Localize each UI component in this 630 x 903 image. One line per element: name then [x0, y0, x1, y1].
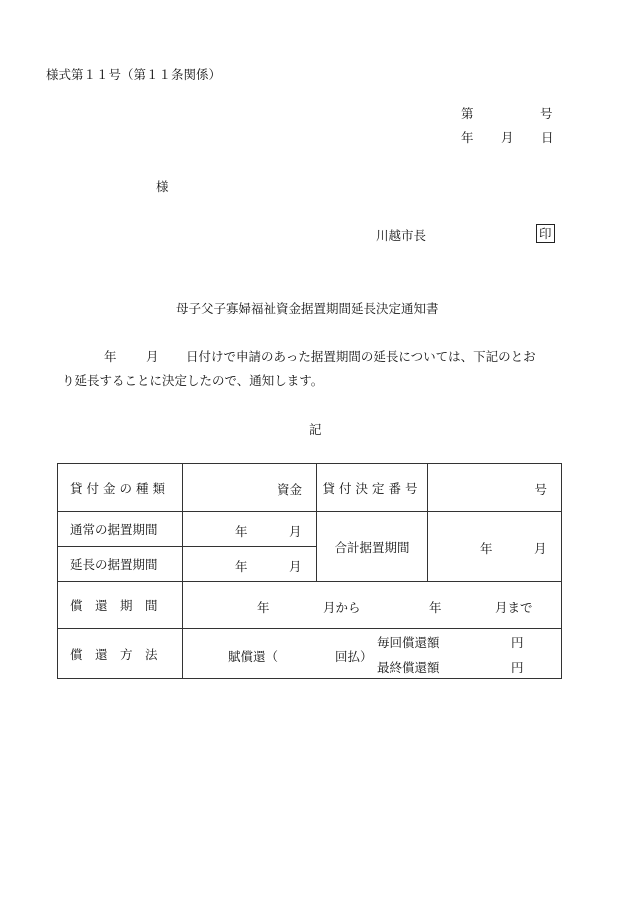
table-row	[58, 464, 562, 512]
loan-detail-table	[57, 463, 562, 679]
table-row	[58, 629, 562, 679]
seal-mark: 印	[536, 224, 555, 243]
normal-period-label: 通常の据置期間	[58, 512, 183, 547]
per-payment-yen: 円	[511, 635, 524, 650]
doc-number-prefix: 第	[461, 106, 474, 121]
per-payment-label: 毎回償還額	[377, 635, 440, 650]
repay-from-month: 月から	[323, 600, 361, 615]
table-row	[58, 582, 562, 629]
loan-type-label: 貸付金の種類	[58, 464, 183, 512]
total-period-year: 年	[480, 541, 493, 556]
extended-period-label: 延長の据置期間	[58, 547, 183, 582]
total-period-value	[428, 512, 562, 582]
doc-number-suffix: 号	[540, 106, 553, 121]
total-period-label: 合計据置期間	[317, 512, 428, 582]
extended-period-value	[183, 547, 317, 582]
repay-until-year: 年	[429, 600, 442, 615]
body-line2: り延長することに決定したので、通知します。	[62, 373, 324, 388]
repayment-period-label: 償 還 期 間	[58, 582, 183, 629]
form-number: 様式第１１号（第１１条関係）	[46, 67, 222, 82]
installment-open: 賦償還（	[228, 649, 279, 664]
body-month: 月	[146, 349, 159, 364]
decision-number-label: 貸付決定番号	[317, 464, 428, 512]
document-title: 母子父子寡婦福祉資金据置期間延長決定通知書	[176, 301, 439, 316]
normal-period-year: 年	[235, 524, 248, 539]
loan-type-value	[183, 464, 317, 512]
installment-close: 回払）	[335, 649, 373, 664]
body-line1: 日付けで申請のあった据置期間の延長については、下記のとお	[186, 349, 536, 364]
total-period-month: 月	[534, 541, 547, 556]
body-paragraph	[62, 345, 562, 393]
ki-heading: 記	[309, 422, 322, 437]
addressee-suffix: 様	[156, 179, 169, 194]
extended-period-month: 月	[289, 559, 302, 574]
normal-period-value	[183, 512, 317, 547]
loan-type-suffix: 資金	[276, 482, 302, 497]
date-day: 日	[541, 130, 554, 145]
body-year: 年	[104, 349, 117, 364]
decision-number-value	[428, 464, 562, 512]
repayment-method-value	[183, 629, 562, 679]
extended-period-year: 年	[235, 559, 248, 574]
normal-period-month: 月	[289, 524, 302, 539]
issuer-name: 川越市長	[376, 228, 427, 243]
final-payment-label: 最終償還額	[377, 660, 440, 675]
decision-number-suffix: 号	[534, 482, 547, 497]
repay-from-year: 年	[257, 600, 270, 615]
final-payment-yen: 円	[511, 660, 524, 675]
date-month: 月	[501, 130, 514, 145]
table-row	[58, 512, 562, 547]
repayment-method-label: 償 還 方 法	[58, 629, 183, 679]
repayment-period-value	[183, 582, 562, 629]
repay-until-month: 月まで	[495, 600, 533, 615]
date-year: 年	[461, 130, 474, 145]
